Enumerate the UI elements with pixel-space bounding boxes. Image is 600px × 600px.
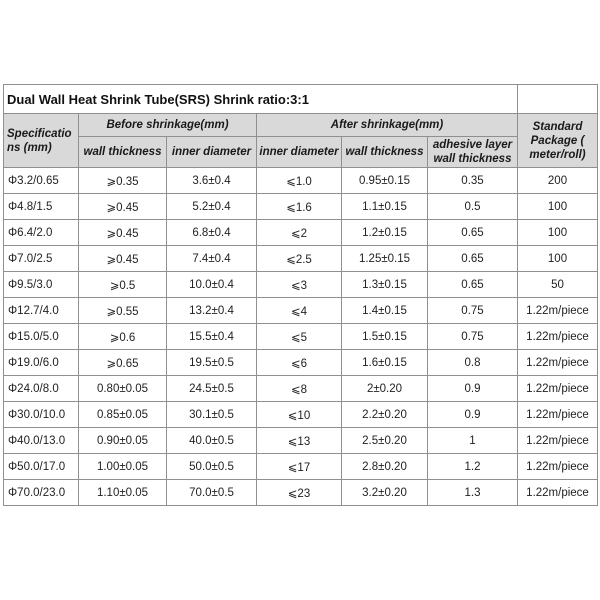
- cell-specification: Φ3.2/0.65: [4, 168, 79, 194]
- cell-specification: Φ15.0/5.0: [4, 324, 79, 350]
- cell-before-inner-diameter: 5.2±0.4: [167, 194, 257, 220]
- cell-adhesive-layer: 0.8: [428, 350, 518, 376]
- cell-specification: Φ7.0/2.5: [4, 246, 79, 272]
- cell-after-wall-thickness: 1.3±0.15: [342, 272, 428, 298]
- cell-after-inner-diameter: ⩽8: [257, 376, 342, 402]
- cell-adhesive-layer: 0.9: [428, 376, 518, 402]
- cell-after-inner-diameter: ⩽5: [257, 324, 342, 350]
- cell-after-inner-diameter: ⩽13: [257, 428, 342, 454]
- cell-before-wall-thickness: 1.00±0.05: [79, 454, 167, 480]
- cell-adhesive-layer: 0.65: [428, 220, 518, 246]
- cell-standard-package: 200: [518, 168, 598, 194]
- table-row: [4, 376, 598, 402]
- title-row: [4, 85, 598, 114]
- cell-before-wall-thickness: ⩾0.45: [79, 220, 167, 246]
- table-row: [4, 220, 598, 246]
- cell-after-wall-thickness: 2.2±0.20: [342, 402, 428, 428]
- cell-specification: Φ70.0/23.0: [4, 480, 79, 506]
- table-row: [4, 298, 598, 324]
- header-after-inner-diameter: inner diameter: [257, 137, 342, 168]
- cell-specification: Φ9.5/3.0: [4, 272, 79, 298]
- cell-standard-package: 1.22m/piece: [518, 454, 598, 480]
- cell-before-wall-thickness: ⩾0.45: [79, 194, 167, 220]
- table-row: [4, 428, 598, 454]
- cell-adhesive-layer: 0.5: [428, 194, 518, 220]
- cell-before-wall-thickness: ⩾0.35: [79, 168, 167, 194]
- cell-before-wall-thickness: 0.90±0.05: [79, 428, 167, 454]
- cell-after-wall-thickness: 3.2±0.20: [342, 480, 428, 506]
- cell-after-inner-diameter: ⩽1.0: [257, 168, 342, 194]
- cell-before-wall-thickness: 0.80±0.05: [79, 376, 167, 402]
- cell-before-inner-diameter: 6.8±0.4: [167, 220, 257, 246]
- cell-before-wall-thickness: ⩾0.6: [79, 324, 167, 350]
- cell-after-inner-diameter: ⩽2.5: [257, 246, 342, 272]
- cell-before-inner-diameter: 3.6±0.4: [167, 168, 257, 194]
- cell-specification: Φ30.0/10.0: [4, 402, 79, 428]
- header-group-row: [4, 114, 598, 137]
- cell-specification: Φ40.0/13.0: [4, 428, 79, 454]
- cell-after-wall-thickness: 2.5±0.20: [342, 428, 428, 454]
- cell-after-wall-thickness: 1.4±0.15: [342, 298, 428, 324]
- cell-after-wall-thickness: 0.95±0.15: [342, 168, 428, 194]
- cell-specification: Φ4.8/1.5: [4, 194, 79, 220]
- table-row: [4, 272, 598, 298]
- cell-after-inner-diameter: ⩽6: [257, 350, 342, 376]
- cell-standard-package: 1.22m/piece: [518, 428, 598, 454]
- cell-adhesive-layer: 1: [428, 428, 518, 454]
- cell-standard-package: 100: [518, 246, 598, 272]
- cell-before-inner-diameter: 7.4±0.4: [167, 246, 257, 272]
- cell-before-wall-thickness: 1.10±0.05: [79, 480, 167, 506]
- cell-standard-package: 1.22m/piece: [518, 376, 598, 402]
- cell-after-inner-diameter: ⩽1.6: [257, 194, 342, 220]
- cell-after-wall-thickness: 2.8±0.20: [342, 454, 428, 480]
- cell-standard-package: 1.22m/piece: [518, 350, 598, 376]
- cell-before-wall-thickness: 0.85±0.05: [79, 402, 167, 428]
- spec-table: [3, 84, 598, 506]
- cell-after-wall-thickness: 1.25±0.15: [342, 246, 428, 272]
- cell-standard-package: 1.22m/piece: [518, 402, 598, 428]
- table-row: [4, 480, 598, 506]
- cell-standard-package: 1.22m/piece: [518, 480, 598, 506]
- cell-after-inner-diameter: ⩽23: [257, 480, 342, 506]
- table-row: [4, 454, 598, 480]
- cell-standard-package: 1.22m/piece: [518, 324, 598, 350]
- cell-adhesive-layer: 0.9: [428, 402, 518, 428]
- cell-after-inner-diameter: ⩽10: [257, 402, 342, 428]
- cell-specification: Φ50.0/17.0: [4, 454, 79, 480]
- header-before-wall-thickness: wall thickness: [79, 137, 167, 168]
- cell-specification: Φ6.4/2.0: [4, 220, 79, 246]
- table-row: [4, 324, 598, 350]
- cell-after-inner-diameter: ⩽2: [257, 220, 342, 246]
- cell-before-wall-thickness: ⩾0.45: [79, 246, 167, 272]
- cell-after-wall-thickness: 1.1±0.15: [342, 194, 428, 220]
- cell-before-wall-thickness: ⩾0.5: [79, 272, 167, 298]
- cell-after-wall-thickness: 1.2±0.15: [342, 220, 428, 246]
- header-before-inner-diameter: inner diameter: [167, 137, 257, 168]
- table-row: [4, 350, 598, 376]
- cell-before-inner-diameter: 40.0±0.5: [167, 428, 257, 454]
- cell-adhesive-layer: 0.35: [428, 168, 518, 194]
- cell-before-inner-diameter: 70.0±0.5: [167, 480, 257, 506]
- cell-standard-package: 100: [518, 220, 598, 246]
- cell-after-wall-thickness: 1.6±0.15: [342, 350, 428, 376]
- header-specifications: Specificatio ns (mm): [4, 114, 79, 168]
- title-blank-cell: [518, 85, 598, 114]
- cell-before-inner-diameter: 10.0±0.4: [167, 272, 257, 298]
- table-row: [4, 194, 598, 220]
- cell-specification: Φ12.7/4.0: [4, 298, 79, 324]
- cell-before-inner-diameter: 19.5±0.5: [167, 350, 257, 376]
- cell-after-inner-diameter: ⩽4: [257, 298, 342, 324]
- cell-before-inner-diameter: 13.2±0.4: [167, 298, 257, 324]
- cell-standard-package: 100: [518, 194, 598, 220]
- cell-adhesive-layer: 0.65: [428, 272, 518, 298]
- cell-after-inner-diameter: ⩽3: [257, 272, 342, 298]
- cell-standard-package: 1.22m/piece: [518, 298, 598, 324]
- cell-before-inner-diameter: 15.5±0.4: [167, 324, 257, 350]
- table-row: [4, 168, 598, 194]
- table-row: [4, 402, 598, 428]
- cell-adhesive-layer: 0.75: [428, 324, 518, 350]
- cell-standard-package: 50: [518, 272, 598, 298]
- header-adhesive-layer: adhesive layer wall thickness: [428, 137, 518, 168]
- cell-adhesive-layer: 1.2: [428, 454, 518, 480]
- cell-before-inner-diameter: 24.5±0.5: [167, 376, 257, 402]
- cell-adhesive-layer: 0.65: [428, 246, 518, 272]
- header-after-shrinkage: After shrinkage(mm): [257, 114, 518, 137]
- table-title: Dual Wall Heat Shrink Tube(SRS) Shrink ratio:3:1: [4, 85, 518, 114]
- table-row: [4, 246, 598, 272]
- cell-before-inner-diameter: 50.0±0.5: [167, 454, 257, 480]
- cell-adhesive-layer: 1.3: [428, 480, 518, 506]
- header-after-wall-thickness: wall thickness: [342, 137, 428, 168]
- cell-adhesive-layer: 0.75: [428, 298, 518, 324]
- header-before-shrinkage: Before shrinkage(mm): [79, 114, 257, 137]
- cell-before-wall-thickness: ⩾0.55: [79, 298, 167, 324]
- cell-specification: Φ19.0/6.0: [4, 350, 79, 376]
- header-sub-row: [4, 137, 598, 168]
- cell-before-wall-thickness: ⩾0.65: [79, 350, 167, 376]
- cell-after-wall-thickness: 2±0.20: [342, 376, 428, 402]
- cell-after-wall-thickness: 1.5±0.15: [342, 324, 428, 350]
- cell-before-inner-diameter: 30.1±0.5: [167, 402, 257, 428]
- cell-after-inner-diameter: ⩽17: [257, 454, 342, 480]
- cell-specification: Φ24.0/8.0: [4, 376, 79, 402]
- header-standard-package: Standard Package ( meter/roll): [518, 114, 598, 168]
